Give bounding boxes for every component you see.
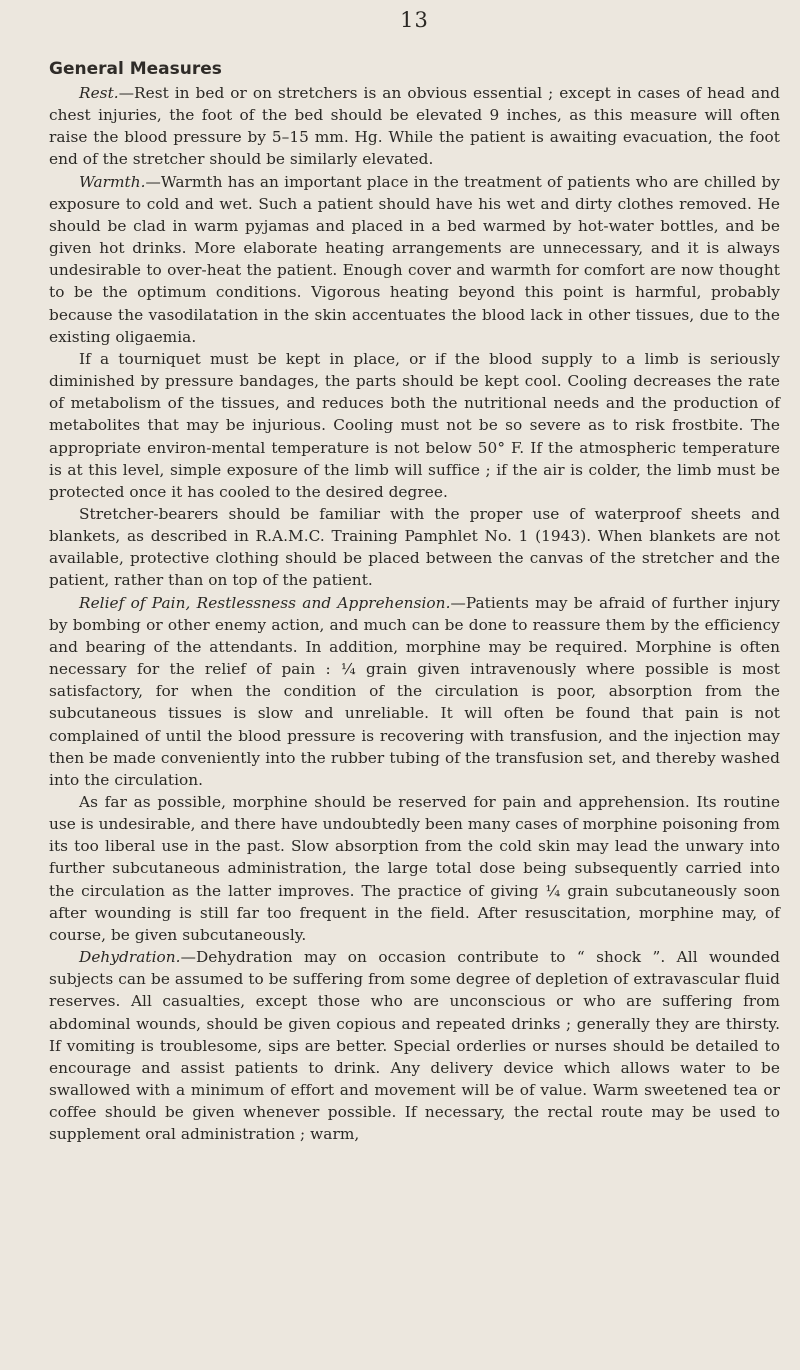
paragraph-lead: Rest. [79, 84, 119, 102]
paragraph-warmth [49, 171, 780, 348]
paragraph-text: If a tourniquet must be kept in place, or if the blood supply to a limb is seriously diminished by pressure bandages, the parts should be kept cool. Cooling decreases the rate of metabolism of the tissues, and reduces both the nutritional needs and the production of metabolites that may be injurious. Cooling must not be so severe as to risk frostbite. The appropriate environ-mental temperature is not below 50° F. If the atmospheric temperature is at this level, simple exposure of the limb will suffice ; if the air is colder, the limb must be protected once it has cooled to the desired degree. [49, 349, 780, 501]
section-heading: General Measures [49, 59, 222, 79]
paragraph-stretcher-bearers [49, 503, 780, 592]
paragraph-text: —Dehydration may on occasion contribute to “ shock ”. All wounded subjects can be assumed to be suffering from some degree of depletion of extravascular fluid reserves. All casualties, except those who are unconscious or who are suffering from abdominal wounds, should be given copious and repeated drinks ; generally they are thirsty. If vomiting is troublesome, sips are better. Special orderlies or nurses should be detailed to encourage and assist patients to drink. Any delivery device which allows water to be swallowed with a minimum of effort and movement will be of value. Warm sweetened tea or coffee should be given whenever possible. If necessary, the rectal route may be used to supplement oral administration ; warm, [49, 948, 780, 1144]
paragraph-relief-of-pain [49, 592, 780, 791]
paragraph-lead: Relief of Pain, Restlessness and Apprehension. [79, 593, 451, 612]
paragraph-tourniquet [49, 348, 780, 503]
paragraph-rest [49, 82, 780, 171]
page-number: 13 [400, 8, 429, 32]
paragraph-text: Stretcher-bearers should be familiar with the proper use of waterproof sheets and blankets, as described in R.A.M.C. Training Pamphlet No. 1 (1943). When blankets are not available, protective clothing should be placed between the canvas of the stretcher and the patient, rather than on top of the patient. [49, 504, 780, 590]
paragraph-dehydration [49, 946, 780, 1145]
paragraph-morphine [49, 791, 780, 946]
paragraph-lead: Dehydration. [79, 948, 181, 967]
paragraph-text: —Patients may be afraid of further injury by bombing or other enemy action, and much can be done to reassure them by the efficiency and bearing of the attendants. In addition, morphine may be required. Morphine is often necessary for the relief of pain : ¼ grain given intravenously where possible is most satisfactory, for when the condition of the circulation is poor, absorption from the subcutaneous tissues is slow and unreliable. It will often be found that pain is not complained of until the blood pressure is recovering with transfusion, and the injection may then be made conveniently into the rubber tubing of the transfusion set, and thereby washed into the circulation. [49, 593, 780, 789]
paragraph-text: —Rest in bed or on stretchers is an obvious essential ; except in cases of head and chest injuries, the foot of the bed should be elevated 9 inches, as this measure will often raise the blood pressure by 5–15 mm. Hg. While the patient is awaiting evacuation, the foot end of the stretcher should be similarly elevated. [49, 84, 780, 169]
paragraph-lead: Warmth. [79, 172, 146, 191]
paragraph-text: —Warmth has an important place in the treatment of patients who are chilled by exposure to cold and wet. Such a patient should have his wet and dirty clothes removed. He should be clad in warm pyjamas and placed in a bed warmed by hot-water bottles, and be given hot drinks. More elaborate heating arrangements are unnecessary, and it is always undesirable to over-heat the patient. Enough cover and warmth for comfort are now thought to be the optimum conditions. Vigorous heating beyond this point is harmful, probably because the vasodilatation in the skin accentuates the blood lack in other tissues, due to the existing oligaemia. [49, 172, 780, 346]
paragraph-text: As far as possible, morphine should be reserved for pain and apprehension. Its routine use is undesirable, and there have undoubtedly been many cases of morphine poisoning from its too liberal use in the past. Slow absorption from the cold skin may lead the unwary into further subcutaneous administration, the large total dose being subsequently carried into the circulation as the latter improves. The practice of giving ¼ grain subcutaneously soon after wounding is still far too frequent in the field. After resuscitation, morphine may, of course, be given subcutaneously. [49, 793, 780, 944]
